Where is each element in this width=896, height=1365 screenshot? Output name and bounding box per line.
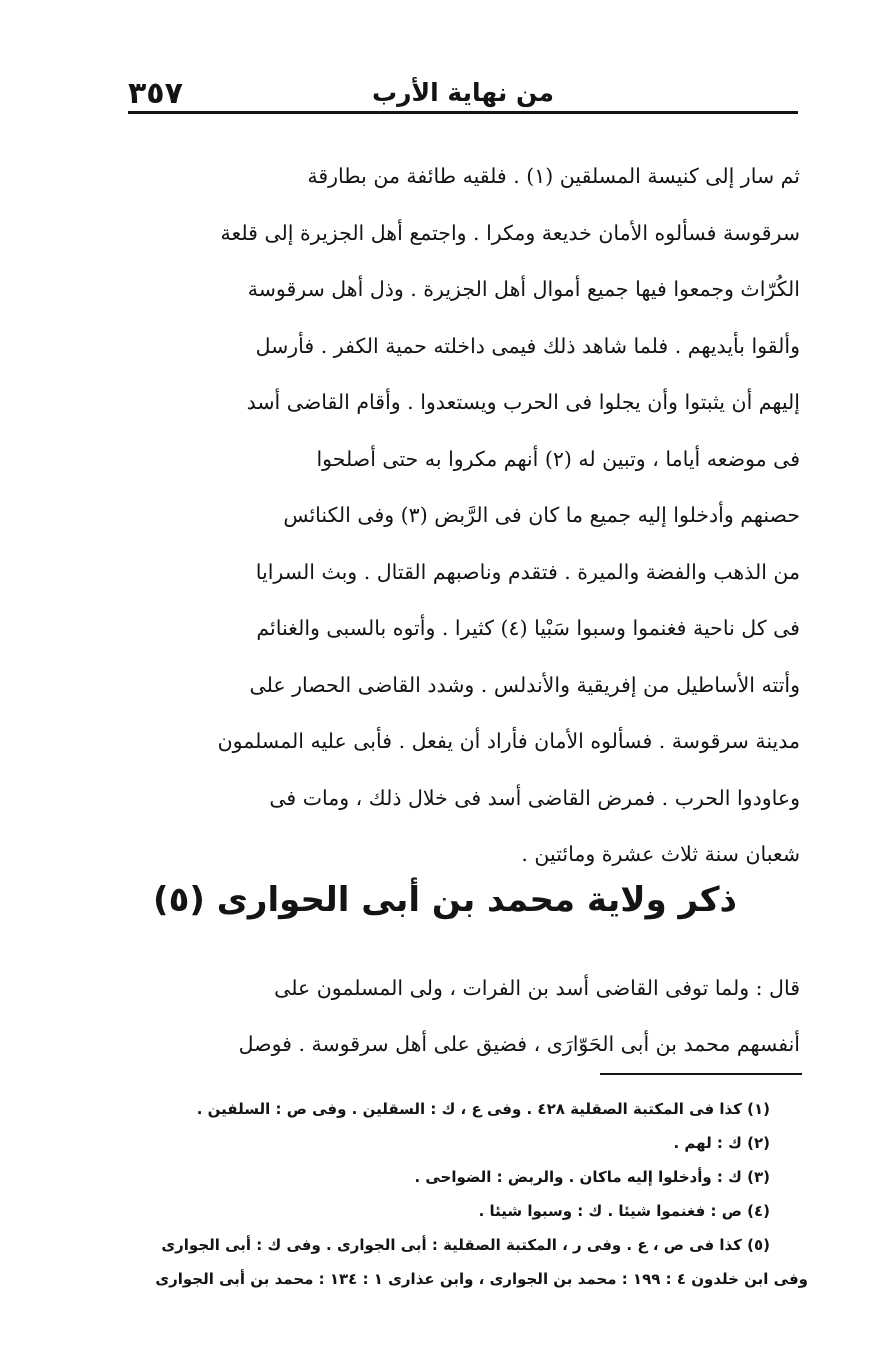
text-line: فى موضعه أياما ، وتبين له (٢) أنهم مكروا به حتى أصلحوا: [316, 446, 800, 471]
section-heading: ذكر ولاية محمد بن أبى الحوارى (٥): [153, 880, 737, 920]
running-title: من نهاية الأرب: [372, 78, 554, 107]
text-line: أنفسهم محمد بن أبى الحَوّارَى ، فضيق على أهل سرقوسة . فوصل: [238, 1032, 800, 1056]
page-number: ٣٥٧: [128, 76, 183, 111]
footnote: (٤) ص : فغنموا شيئا . ك : وسبوا شيئا .: [478, 1202, 770, 1220]
text-line: وأتته الأساطيل من إفريقية والأندلس . وشدد القاضى الحصار على: [249, 672, 800, 697]
footnotes: [118, 1092, 808, 1296]
footnote-continuation: وفى ابن خلدون ٤ : ١٩٩ : محمد بن الجوارى ، وابن عذارى ١ : ١٣٤ : محمد بن أبى الجوارى: [155, 1270, 808, 1288]
footnote: (٢) ك : لهم .: [673, 1134, 770, 1152]
text-line: فى كل ناحية فغنموا وسبوا سَبْيا (٤) كثيرا . وأتوه بالسبى والغنائم: [256, 616, 800, 640]
footnote: (٣) ك : وأدخلوا إليه ماكان . والربض : الضواحى .: [414, 1168, 770, 1186]
text-line: ثم سار إلى كنيسة المسلقين (١) . فلقيه طائفة من بطارقة: [307, 164, 800, 188]
header-rule: [128, 111, 798, 114]
text-line: وعاودوا الحرب . فمرض القاضى أسد فى خلال ذلك ، ومات فى: [269, 785, 800, 810]
footnote: (١) كذا فى المكتبة الصقلية ٤٢٨ . وفى ع ، ك : السقلين . وفى ص : السلفين .: [196, 1100, 770, 1118]
text-line: الكُرّاث وجمعوا فيها جميع أموال أهل الجزيرة . وذل أهل سرقوسة: [247, 277, 800, 301]
text-line: شعبان سنة ثلاث عشرة ومائتين .: [521, 842, 800, 866]
text-line: قال : ولما توفى القاضى أسد بن الفرات ، ولى المسلمون على: [274, 976, 800, 1000]
footnote-rule: [600, 1073, 802, 1075]
page-header: [128, 70, 798, 114]
text-line: مدينة سرقوسة . فسألوه الأمان فأراد أن يفعل . فأبى عليه المسلمون: [217, 729, 800, 753]
text-line: إليهم أن يثبتوا وأن يجلوا فى الحرب ويستعدوا . وأقام القاضى أسد: [246, 390, 800, 414]
text-line: حصنهم وأدخلوا إليه جميع ما كان فى الرَّبض (٣) وفى الكنائس: [283, 503, 800, 527]
text-line: سرقوسة فسألوه الأمان خديعة ومكرا . واجتمع أهل الجزيرة إلى قلعة: [220, 220, 800, 245]
body-paragraph: [120, 148, 800, 883]
section-paragraph: [120, 960, 800, 1072]
footnote: (٥) كذا فى ص ، ع . وفى ر ، المكتبة الصقلية : أبى الجوارى . وفى ك : أبى الجوارى: [161, 1236, 770, 1254]
text-line: من الذهب والفضة والميرة . فتقدم وناصبهم القتال . وبث السرايا: [255, 559, 800, 584]
text-line: وألقوا بأيديهم . فلما شاهد ذلك فيمى داخلته حمية الكفر . فأرسل: [255, 333, 800, 358]
